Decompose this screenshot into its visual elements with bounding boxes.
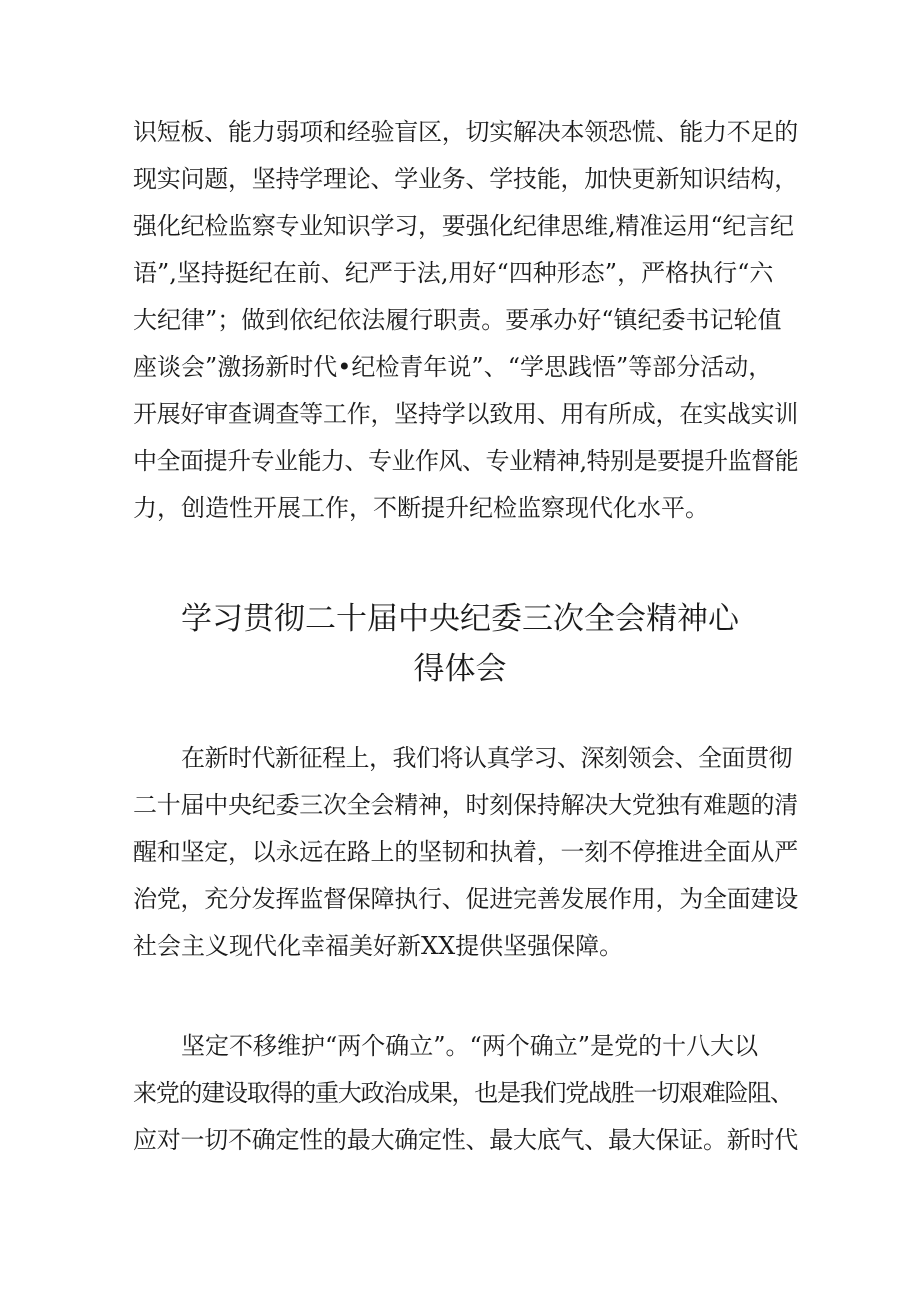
text-line: 二十届中央纪委三次全会精神，时刻保持解决大党独有难题的清 xyxy=(133,791,798,819)
text-line: 大纪律”；做到依纪依法履行职责。要承办好“镇纪委书记轮值 xyxy=(133,306,782,334)
text-line: 坚定不移维护“两个确立”。“两个确立”是党的十八大以 xyxy=(181,1032,759,1060)
text-line: 中全面提升专业能力、专业作风、专业精神,特别是要提升监督能 xyxy=(133,447,799,475)
text-line: 来党的建设取得的重大政治成果，也是我们党战胜一切艰难险阻、 xyxy=(133,1079,793,1107)
text-line: 强化纪检监察专业知识学习，要强化纪律思维,精准运用“纪言纪 xyxy=(133,212,794,240)
text-line: 社会主义现代化幸福美好新XX提供坚强保障。 xyxy=(133,932,624,960)
text-line: 现实问题，坚持学理论、学业务、学技能，加快更新知识结构， xyxy=(133,165,798,193)
title-line-2: 得体会 xyxy=(413,651,507,687)
text-line: 座谈会”激扬新时代•纪检青年说”、“学思践悟”等部分活动， xyxy=(133,353,773,381)
text-line: 醒和坚定，以永远在路上的坚韧和执着，一刻不停推进全面从严 xyxy=(133,838,798,866)
text-line: 治党，充分发挥监督保障执行、促进完善发展作用，为全面建设 xyxy=(133,885,798,913)
text-line: 力，创造性开展工作，不断提升纪检监察现代化水平。 xyxy=(133,494,709,522)
title-line-1: 学习贯彻二十届中央纪委三次全会精神心 xyxy=(181,601,739,637)
text-line: 开展好审查调查等工作，坚持学以致用、用有所成，在实战实训 xyxy=(133,400,798,428)
text-line: 在新时代新征程上，我们将认真学习、深刻领会、全面贯彻 xyxy=(181,744,792,772)
text-line: 识短板、能力弱项和经验盲区，切实解决本领恐慌、能力不足的 xyxy=(133,118,798,146)
text-line: 应对一切不确定性的最大确定性、最大底气、最大保证。新时代 xyxy=(133,1126,798,1154)
text-line: 语”,坚持挺纪在前、纪严于法,用好“四种形态”，严格执行“六 xyxy=(133,259,774,287)
